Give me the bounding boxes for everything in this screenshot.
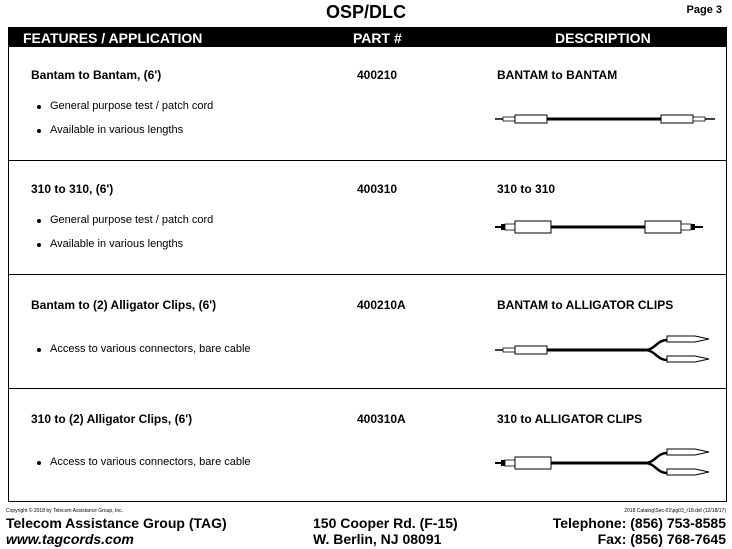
feature-list <box>37 456 251 480</box>
company-name: Telecom Assistance Group (TAG) <box>6 515 227 531</box>
table-row <box>9 389 726 501</box>
feature-list <box>37 100 213 148</box>
part-number: 400310A <box>357 412 406 426</box>
part-number: 400210 <box>357 68 398 82</box>
310-cable-icon <box>495 217 725 237</box>
product-title: Bantam to (2) Alligator Clips, (6') <box>31 298 217 312</box>
file-reference: 2018 Catalog\Sec-01\pg03_r18.dsf (12/18/17) <box>624 508 726 514</box>
fax-number: Fax: (856) 768-7645 <box>597 531 726 547</box>
feature-list <box>37 343 251 367</box>
product-table <box>8 27 727 502</box>
product-title: 310 to 310, (6') <box>31 182 114 196</box>
column-header-part: PART # <box>353 30 402 46</box>
list-item: Available in various lengths <box>37 238 213 250</box>
column-header-features: FEATURES / APPLICATION <box>23 30 203 46</box>
product-description: BANTAM to ALLIGATOR CLIPS <box>497 298 674 312</box>
feature-list <box>37 214 213 262</box>
address-line-2: W. Berlin, NJ 08091 <box>313 531 442 547</box>
page-number: Page 3 <box>686 4 722 16</box>
telephone-number: Telephone: (856) 753-8585 <box>552 515 726 531</box>
product-title: Bantam to Bantam, (6') <box>31 68 162 82</box>
list-item: General purpose test / patch cord <box>37 100 213 112</box>
table-row <box>9 47 726 161</box>
table-row <box>9 275 726 389</box>
part-number: 400310 <box>357 182 398 196</box>
column-header-description: DESCRIPTION <box>555 30 651 46</box>
page-title: OSP/DLC <box>325 2 406 22</box>
product-description: 310 to ALLIGATOR CLIPS <box>497 412 643 426</box>
bantam-cable-icon <box>495 111 725 127</box>
list-item: Access to various connectors, bare cable <box>37 456 251 468</box>
copyright-notice: Copyright © 2018 by Telecom Assistance Group, Inc. <box>6 508 123 514</box>
product-description: 310 to 310 <box>497 182 556 196</box>
list-item: General purpose test / patch cord <box>37 214 213 226</box>
website-link[interactable]: www.tagcords.com <box>6 531 134 547</box>
bantam-alligator-cable-icon <box>495 333 725 367</box>
310-alligator-cable-icon <box>495 446 725 480</box>
table-header <box>9 28 726 47</box>
product-title: 310 to (2) Alligator Clips, (6') <box>31 412 193 426</box>
table-row <box>9 161 726 275</box>
product-description: BANTAM to BANTAM <box>497 68 618 82</box>
list-item: Access to various connectors, bare cable <box>37 343 251 355</box>
part-number: 400210A <box>357 298 406 312</box>
list-item: Available in various lengths <box>37 124 213 136</box>
address-line-1: 150 Cooper Rd. (F-15) <box>313 515 458 531</box>
